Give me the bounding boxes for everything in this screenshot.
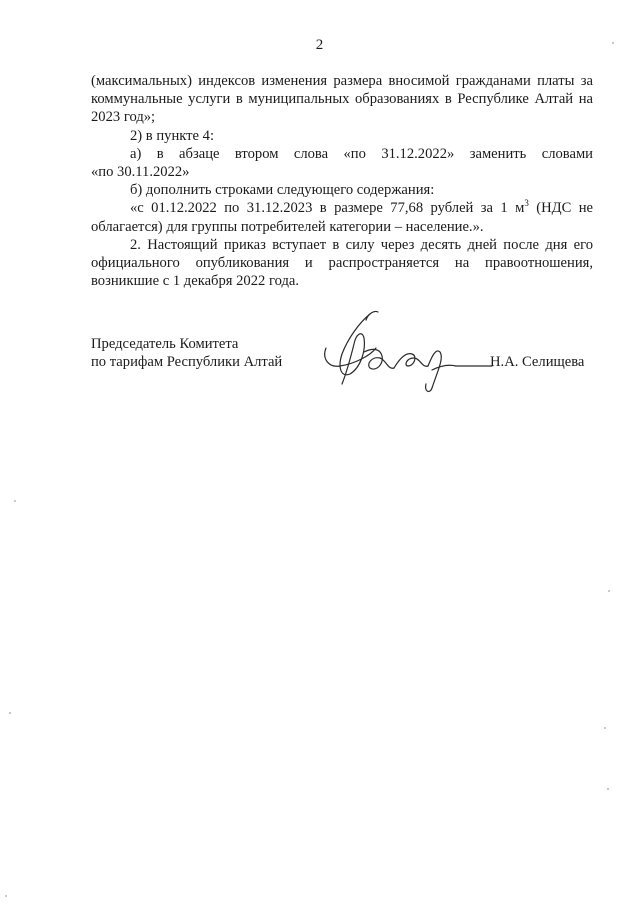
superscript: 3 (524, 198, 529, 209)
paragraph-text: «с 01.12.2022 по 31.12.2023 в размере 77,68 рублей за 1 м (130, 200, 525, 217)
paragraph-line: возникшие с 1 декабря 2022 года. (91, 273, 300, 290)
paragraph-line: б) дополнить строками следующего содержания: (130, 182, 435, 199)
paragraph-line (91, 199, 593, 217)
paragraph-line: 2023 год»; (91, 109, 156, 126)
paragraph-text: (НДС не (528, 200, 593, 217)
paragraph-line: 2) в пункте 4: (130, 127, 215, 144)
paragraph-line: официального опубликования и распространяется на правоотношения, (91, 255, 593, 272)
paragraph-line: «по 30.11.2022» (91, 164, 190, 181)
paragraph-line: 2. Настоящий приказ вступает в силу через десять дней после дня его (130, 236, 593, 253)
signatory-position (91, 335, 282, 371)
page-number: 2 (315, 37, 324, 53)
paragraph-line: а) в абзаце втором слова «по 31.12.2022» заменить словами (130, 145, 593, 162)
signatory-name: Н.А. Селищева (490, 354, 585, 370)
position-line: Председатель Комитета (91, 336, 239, 352)
paragraph-line: коммунальные услуги в муниципальных образованиях в Республике Алтай на (91, 91, 593, 108)
paragraph-line: облагается) для группы потребителей категории – население.». (91, 218, 484, 235)
position-line: по тарифам Республики Алтай (91, 354, 283, 371)
document-body (91, 72, 593, 290)
handwritten-signature (320, 308, 495, 400)
paragraph-line: (максимальных) индексов изменения размера вносимой гражданами платы за (91, 73, 593, 89)
